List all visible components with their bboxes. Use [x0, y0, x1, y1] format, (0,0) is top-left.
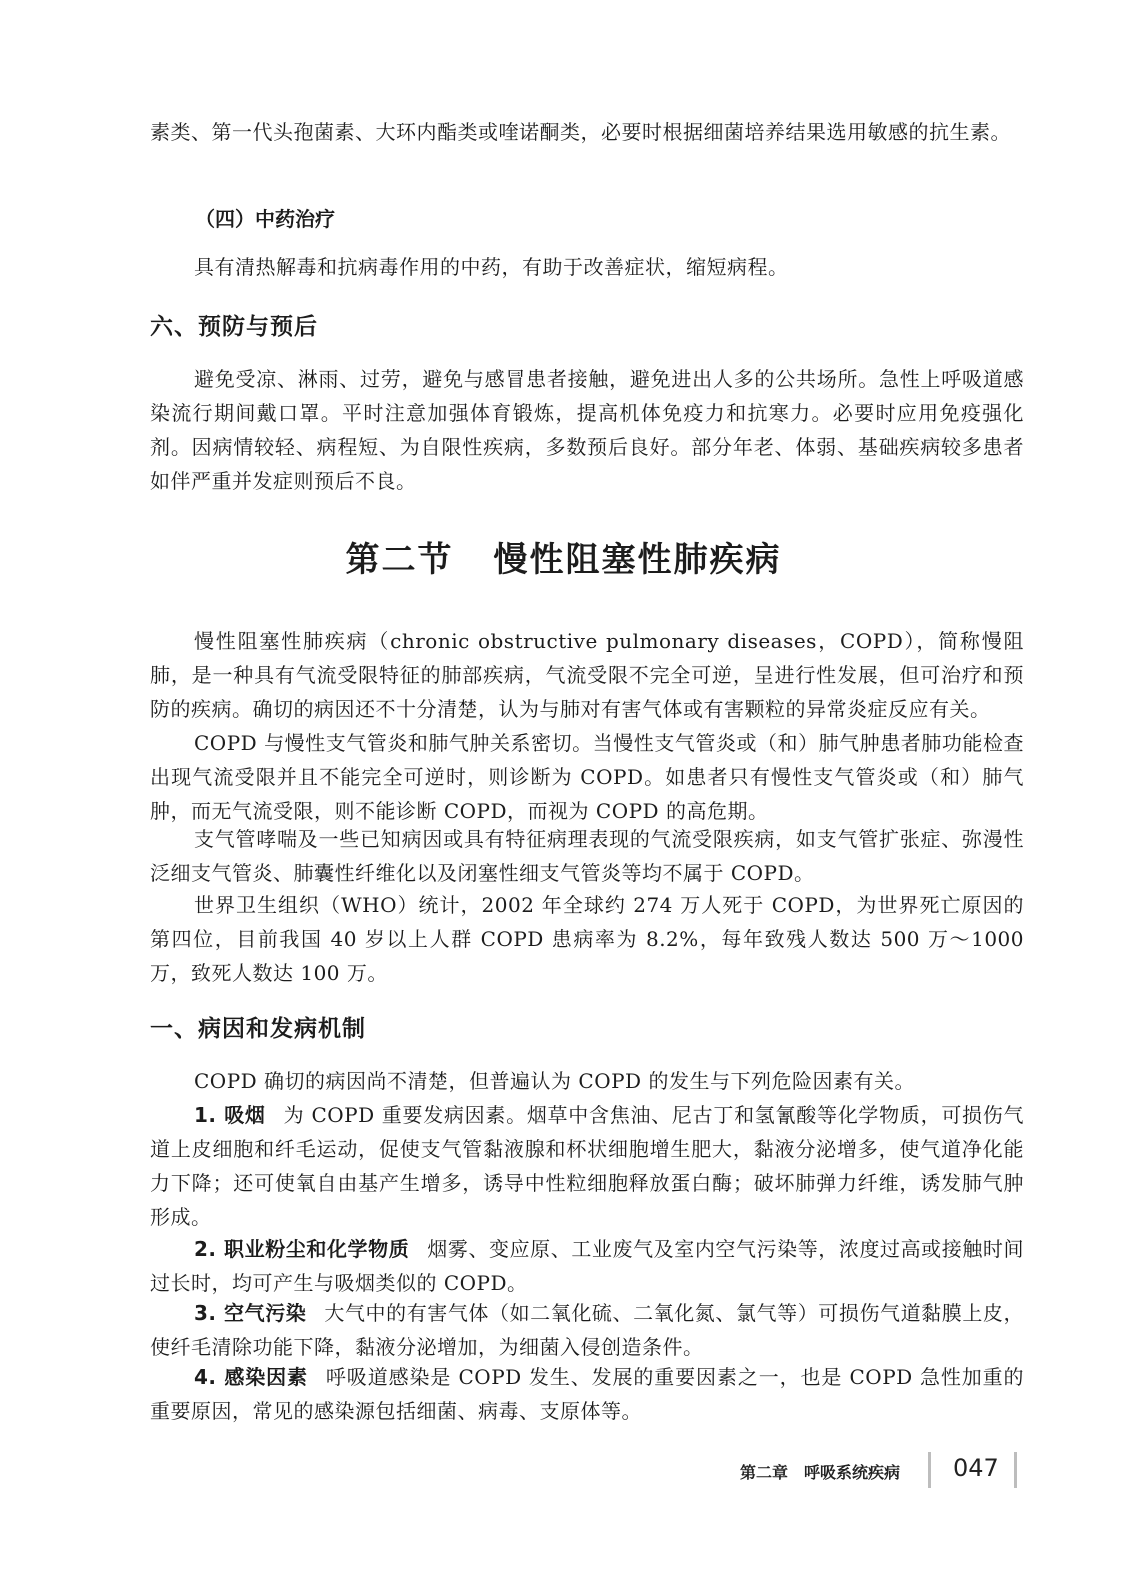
page-number: 047	[953, 1454, 999, 1482]
section-number: 第二节	[345, 540, 454, 580]
factor-term: 2. 职业粉尘和化学物质	[194, 1237, 410, 1261]
footer-divider	[1014, 1452, 1017, 1488]
factor-text: 为 COPD 重要发病因素。烟草中含焦油、尼古丁和氢氰酸等化学物质，可损伤气道上皮细胞和纤毛运动，促使支气管黏液腺和杯状细胞增生肥大，黏液分泌增多，使气道净化能力下降；还可使氧自由基产生增多，诱导中性粒细胞释放蛋白酶；破坏肺弹力纤维，诱发肺气肿形成。	[150, 1103, 1024, 1229]
factor-text: 烟雾、变应原、工业废气及室内空气污染等，浓度过高或接触时间过长时，均可产生与吸烟类似的 COPD。	[150, 1237, 1025, 1295]
etiology-intro-paragraph: COPD 确切的病因尚不清楚，但普遍认为 COPD 的发生与下列危险因素有关。	[194, 1069, 915, 1093]
factor-text: 大气中的有害气体（如二氧化硫、二氧化氮、氯气等）可损伤气道黏膜上皮，使纤毛清除功能下降，黏液分泌增加，为细菌入侵创造条件。	[150, 1301, 1024, 1359]
prevention-paragraph: 避免受凉、淋雨、过劳，避免与感冒患者接触，避免进出人多的公共场所。急性上呼吸道感染流行期间戴口罩。平时注意加强体育锻炼，提高机体免疫力和抗寒力。必要时应用免疫强化剂。因病情较轻、病程短、为自限性疾病，多数预后良好。部分年老、体弱、基础疾病较多患者如伴严重并发症则预后不良。	[150, 367, 1024, 493]
factor-term: 1. 吸烟	[194, 1103, 266, 1127]
heading-prevention-prognosis: 六、预防与预后	[150, 314, 318, 340]
factor-air-pollution	[150, 1296, 1024, 1364]
footer-divider	[928, 1452, 931, 1488]
factor-text: 呼吸道感染是 COPD 发生、发展的重要因素之一，也是 COPD 急性加重的重要原因，常见的感染源包括细菌、病毒、支原体等。	[150, 1365, 1024, 1423]
copd-exclusion-paragraph: 支气管哮喘及一些已知病因或具有特征病理表现的气流受限疾病，如支气管扩张症、弥漫性泛细支气管炎、肺囊性纤维化以及闭塞性细支气管炎等均不属于 COPD。	[150, 827, 1024, 885]
section-name: 慢性阻塞性肺疾病	[493, 540, 782, 580]
subheading-tcm-treatment: （四）中药治疗	[195, 207, 335, 231]
footer-chapter-label: 第二章 呼吸系统疾病	[740, 1463, 901, 1482]
copd-definition-paragraph: 慢性阻塞性肺疾病（chronic obstructive pulmonary diseases，COPD），简称慢阻肺，是一种具有气流受限特征的肺部疾病，气流受限不完全可逆，呈进行性发展，但可治疗和预防的疾病。确切的病因还不十分清楚，认为与肺对有害气体或有害颗粒的异常炎症反应有关。	[150, 629, 1024, 721]
heading-etiology: 一、病因和发病机制	[150, 1016, 366, 1042]
factor-occupational-dust	[150, 1232, 1024, 1300]
factor-term: 3. 空气污染	[194, 1301, 307, 1325]
factor-term: 4. 感染因素	[194, 1365, 308, 1389]
tcm-paragraph: 具有清热解毒和抗病毒作用的中药，有助于改善症状，缩短病程。	[194, 255, 789, 279]
continued-paragraph: 素类、第一代头孢菌素、大环内酯类或喹诺酮类，必要时根据细菌培养结果选用敏感的抗生素。	[150, 120, 1011, 144]
copd-statistics-paragraph: 世界卫生组织（WHO）统计，2002 年全球约 274 万人死于 COPD，为世界死亡原因的第四位，目前我国 40 岁以上人群 COPD 患病率为 8.2%，每年致残人数达 500 万～1000 万，致死人数达 100 万。	[150, 893, 1024, 985]
factor-smoking	[150, 1098, 1024, 1234]
copd-relation-paragraph: COPD 与慢性支气管炎和肺气肿关系密切。当慢性支气管炎或（和）肺气肿患者肺功能检查出现气流受限并且不能完全可逆时，则诊断为 COPD。如患者只有慢性支气管炎或（和）肺气肿，而无气流受限，则不能诊断 COPD，而视为 COPD 的高危期。	[150, 731, 1024, 823]
factor-infection	[150, 1360, 1024, 1428]
section-title	[0, 532, 1127, 581]
